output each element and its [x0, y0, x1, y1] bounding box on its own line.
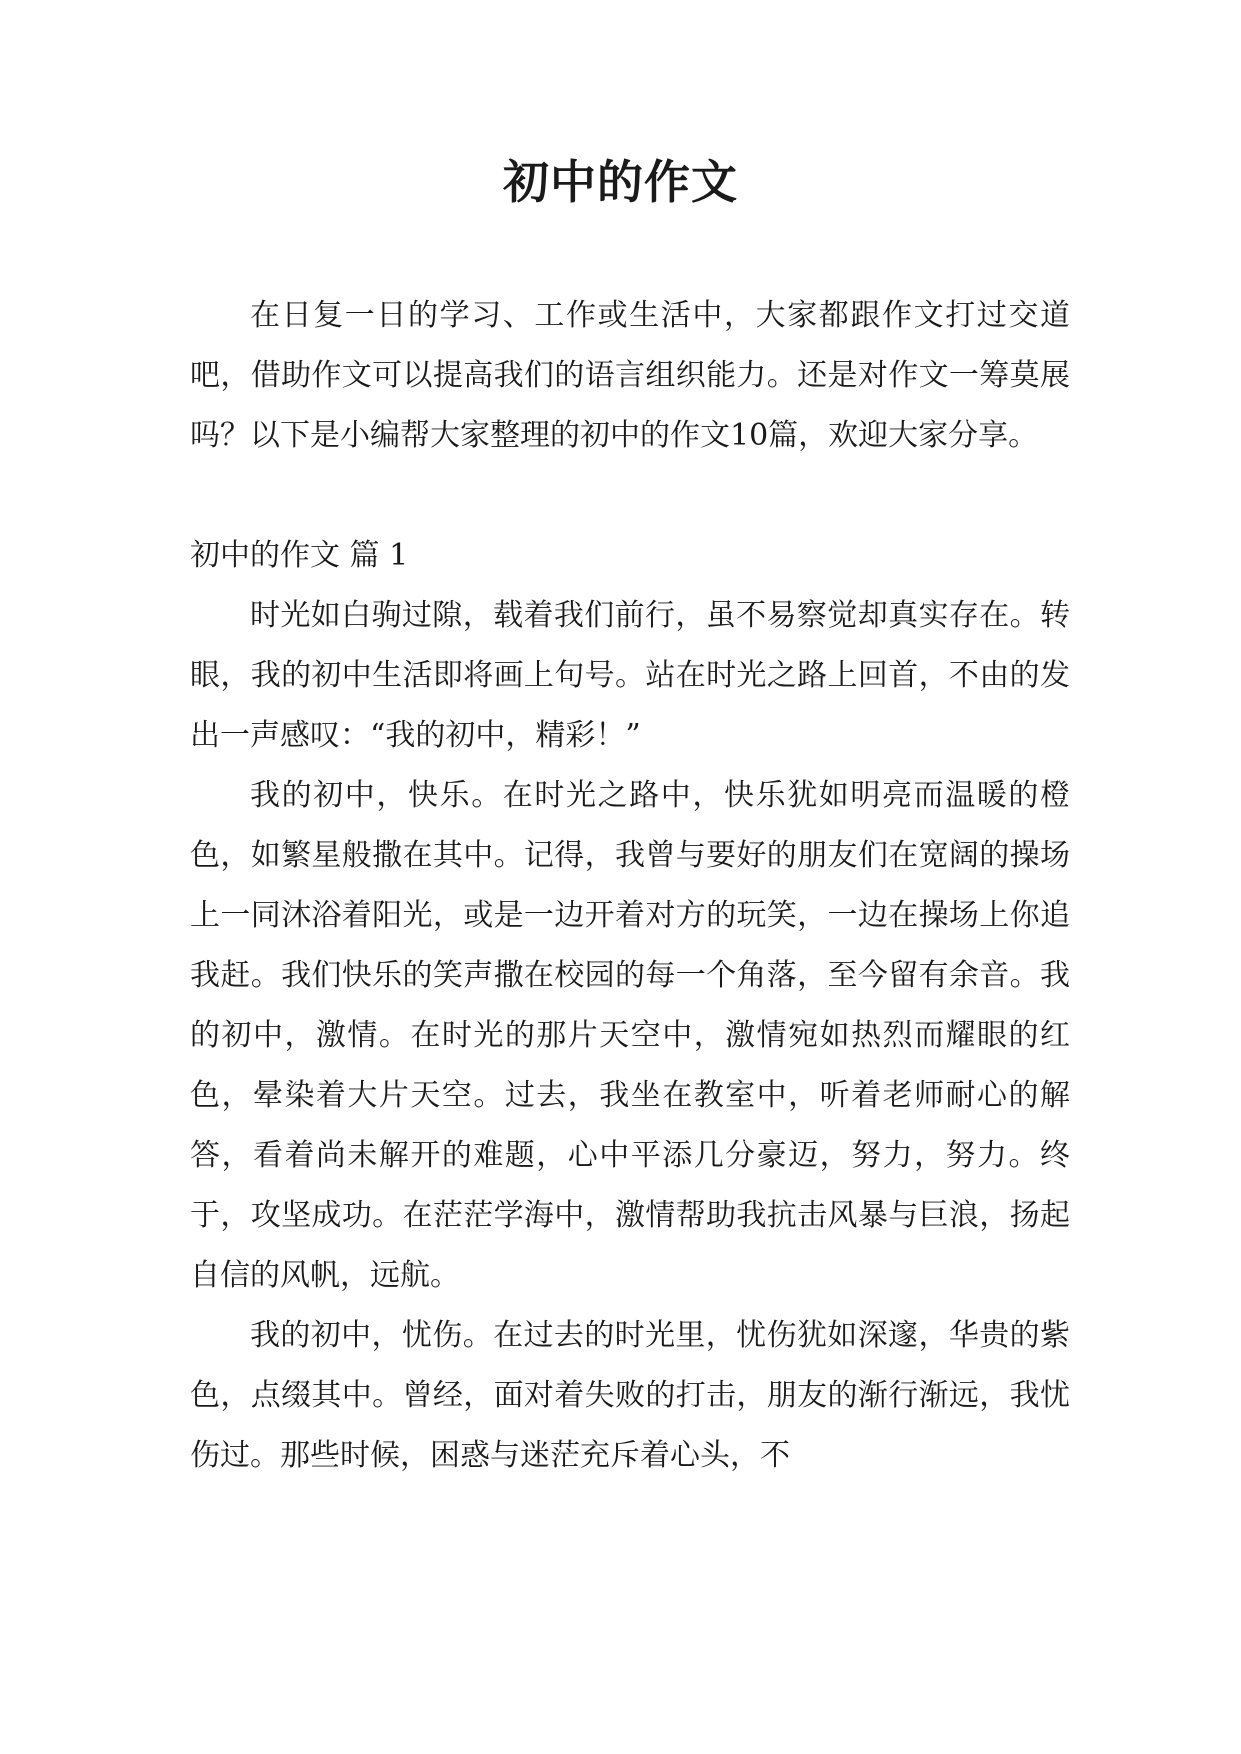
body-paragraph-3: 我的初中，忧伤。在过去的时光里，忧伤犹如深邃，华贵的紫色，点缀其中。曾经，面对着失败的打击，朋友的渐行渐远，我忧伤过。那些时候，困惑与迷茫充斥着心头，不 [190, 1318, 1070, 1473]
intro-paragraph: 在日复一日的学习、工作或生活中，大家都跟作文打过交道吧，借助作文可以提高我们的语言组织能力。还是对作文一筹莫展吗？以下是小编帮大家整理的初中的作文10篇，欢迎大家分享。 [190, 298, 1070, 453]
body-paragraph-2: 我的初中，快乐。在时光之路中，快乐犹如明亮而温暖的橙色，如繁星般撒在其中。记得，我曾与要好的朋友们在宽阔的操场上一同沐浴着阳光，或是一边开着对方的玩笑，一边在操场上你追我赶。我们快乐的笑声撒在校园的每一个角落，至今留有余音。我的初中，激情。在时光的那片天空中，激情宛如热烈而耀眼的红色，晕染着大片天空。过去，我坐在教室中，听着老师耐心的解答，看着尚未解开的难题，心中平添几分豪迈，努力，努力。终于，攻坚成功。在茫茫学海中，激情帮助我抗击风暴与巨浪，扬起自信的风帆，远航。 [190, 778, 1070, 1293]
document-title: 初中的作文 [503, 155, 738, 209]
document-body [190, 286, 1070, 1486]
section-heading: 初中的作文 篇 1 [190, 538, 409, 573]
body-paragraph-1: 时光如白驹过隙，载着我们前行，虽不易察觉却真实存在。转眼，我的初中生活即将画上句号。站在时光之路上回首，不由的发出一声感叹：“我的初中，精彩！” [190, 598, 1070, 753]
